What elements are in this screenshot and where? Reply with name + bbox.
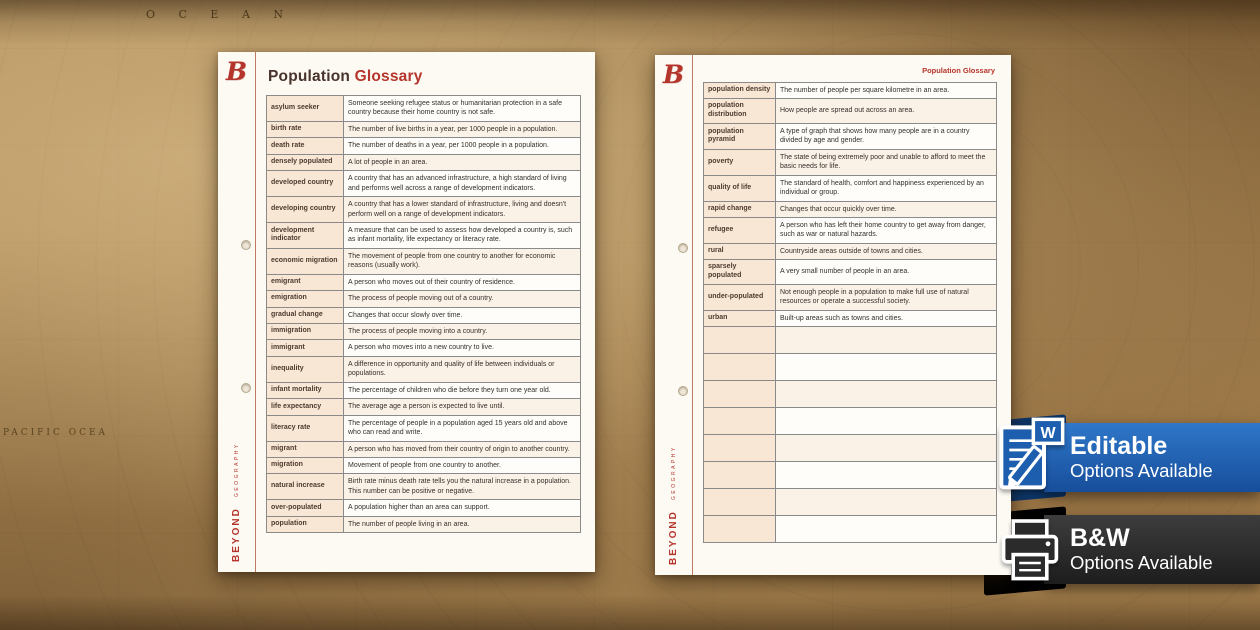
definition-cell: Movement of people from one country to another. (344, 457, 581, 473)
empty-term-cell (704, 489, 776, 516)
map-label-pacific-ocean: PACIFIC OCEA (3, 428, 109, 438)
page2-header-label: Population Glossary (922, 66, 995, 75)
glossary-row (267, 500, 581, 516)
title-accent: Glossary (354, 68, 423, 85)
term-cell: developing country (267, 197, 344, 223)
glossary-row (267, 399, 581, 415)
empty-term-cell (704, 516, 776, 543)
editable-badge-title: Editable (1070, 432, 1168, 461)
glossary-row (267, 248, 581, 274)
term-cell: developed country (267, 171, 344, 197)
definition-cell: How people are spread out across an area. (776, 99, 997, 124)
glossary-row (267, 356, 581, 382)
term-cell: rural (704, 243, 776, 259)
definition-cell: Built-up areas such as towns and cities. (776, 310, 997, 326)
term-cell: urban (704, 310, 776, 326)
glossary-row (704, 218, 997, 244)
glossary-row (267, 340, 581, 356)
empty-term-cell (704, 408, 776, 435)
term-cell: population distribution (704, 99, 776, 124)
term-cell: immigration (267, 324, 344, 340)
glossary-page-2 (655, 55, 1011, 575)
definition-cell: The movement of people from one country to another for economic reasons (usually work). (344, 248, 581, 274)
term-cell: migration (267, 457, 344, 473)
term-cell: emigration (267, 291, 344, 307)
glossary-page-1 (218, 52, 595, 572)
glossary-row (267, 382, 581, 398)
title-primary: Population (268, 68, 351, 85)
page1-content (256, 52, 595, 572)
definition-cell: The percentage of people in a population aged 15 years old and above who can read and write. (344, 415, 581, 441)
beyond-logo: B (225, 57, 248, 86)
definition-cell: Not enough people in a population to make full use of natural resources or operate a successful society. (776, 284, 997, 310)
empty-definition-cell (776, 462, 997, 489)
term-cell: natural increase (267, 474, 344, 500)
term-cell: refugee (704, 218, 776, 244)
brand-name: BEYOND (667, 510, 679, 565)
definition-cell: Birth rate minus death rate tells you the natural increase in a population. This number can be positive or negative. (344, 474, 581, 500)
glossary-row (267, 197, 581, 223)
beyond-logo: B (662, 60, 685, 89)
definition-cell: A population higher than an area can support. (344, 500, 581, 516)
glossary-row (704, 83, 997, 99)
glossary-row (267, 441, 581, 457)
definition-cell: A person who moves into a new country to live. (344, 340, 581, 356)
editable-options-badge[interactable] (1040, 423, 1260, 492)
empty-term-cell (704, 381, 776, 408)
definition-cell: A type of graph that shows how many people are in a country divided by age and gender. (776, 123, 997, 149)
glossary-row (267, 516, 581, 532)
glossary-table-page2 (703, 82, 997, 543)
empty-definition-cell (776, 381, 997, 408)
term-cell: population pyramid (704, 123, 776, 149)
definition-cell: A person who moves out of their country of residence. (344, 274, 581, 290)
definition-cell: The number of people living in an area. (344, 516, 581, 532)
glossary-row (704, 284, 997, 310)
glossary-row (267, 415, 581, 441)
page-title (268, 68, 581, 86)
term-cell: immigrant (267, 340, 344, 356)
definition-cell: The state of being extremely poor and unable to afford to meet the basic needs for life. (776, 149, 997, 175)
definition-cell: Changes that occur quickly over time. (776, 201, 997, 217)
hole-punch (678, 386, 688, 396)
glossary-row (267, 474, 581, 500)
glossary-row (267, 324, 581, 340)
empty-definition-cell (776, 435, 997, 462)
definition-cell: Changes that occur slowly over time. (344, 307, 581, 323)
editable-badge-subtitle: Options Available (1070, 459, 1213, 481)
term-cell: literacy rate (267, 415, 344, 441)
term-cell: poverty (704, 149, 776, 175)
term-cell: life expectancy (267, 399, 344, 415)
glossary-row (704, 201, 997, 217)
term-cell: infant mortality (267, 382, 344, 398)
glossary-empty-row (704, 408, 997, 435)
editable-document-icon (988, 416, 1068, 500)
term-cell: densely populated (267, 154, 344, 170)
brand-vertical-text (665, 445, 683, 565)
glossary-empty-row (704, 516, 997, 543)
term-cell: population density (704, 83, 776, 99)
glossary-empty-row (704, 354, 997, 381)
page2-content (693, 55, 1011, 575)
definition-cell: The percentage of children who die before they turn one year old. (344, 382, 581, 398)
term-cell: over-populated (267, 500, 344, 516)
glossary-row (704, 310, 997, 326)
term-cell: under-populated (704, 284, 776, 310)
empty-definition-cell (776, 408, 997, 435)
page2-margin-strip (655, 55, 693, 575)
definition-cell: Someone seeking refugee status or humanitarian protection in a safe country because their home country is not safe. (344, 96, 581, 122)
brand-name: BEYOND (230, 507, 242, 562)
page1-margin-strip (218, 52, 256, 572)
empty-definition-cell (776, 489, 997, 516)
glossary-row (267, 457, 581, 473)
empty-term-cell (704, 354, 776, 381)
brand-subname: GEOGRAPHY (670, 445, 677, 500)
definition-cell: The average age a person is expected to live until. (344, 399, 581, 415)
term-cell: asylum seeker (267, 96, 344, 122)
printer-icon (994, 513, 1066, 589)
definition-cell: The process of people moving out of a country. (344, 291, 581, 307)
definition-cell: The process of people moving into a country. (344, 324, 581, 340)
empty-definition-cell (776, 354, 997, 381)
glossary-row (267, 96, 581, 122)
glossary-empty-row (704, 435, 997, 462)
glossary-row (704, 243, 997, 259)
glossary-empty-row (704, 462, 997, 489)
word-doc-letter: W (1040, 425, 1056, 442)
empty-definition-cell (776, 327, 997, 354)
definition-cell: The number of deaths in a year, per 1000 people in a population. (344, 138, 581, 154)
glossary-row (267, 307, 581, 323)
glossary-empty-row (704, 381, 997, 408)
term-cell: birth rate (267, 121, 344, 137)
definition-cell: A country that has a lower standard of infrastructure, living and doesn't perform well on a range of development indicators. (344, 197, 581, 223)
definition-cell: A difference in opportunity and quality of life between individuals or populations. (344, 356, 581, 382)
term-cell: economic migration (267, 248, 344, 274)
term-cell: inequality (267, 356, 344, 382)
glossary-row (267, 291, 581, 307)
empty-term-cell (704, 462, 776, 489)
definition-cell: A person who has moved from their country of origin to another country. (344, 441, 581, 457)
term-cell: population (267, 516, 344, 532)
map-label-ocean: O C E A N (146, 8, 294, 21)
term-cell: gradual change (267, 307, 344, 323)
hole-punch (678, 243, 688, 253)
definition-cell: The standard of health, comfort and happiness experienced by an individual or group. (776, 175, 997, 201)
glossary-empty-row (704, 327, 997, 354)
term-cell: emigrant (267, 274, 344, 290)
term-cell: quality of life (704, 175, 776, 201)
brand-vertical-text (228, 442, 246, 562)
glossary-table-page1 (266, 95, 581, 533)
definition-cell: A lot of people in an area. (344, 154, 581, 170)
empty-definition-cell (776, 516, 997, 543)
term-cell: development indicator (267, 222, 344, 248)
term-cell: rapid change (704, 201, 776, 217)
glossary-row (704, 260, 997, 285)
glossary-row (267, 274, 581, 290)
bw-badge-subtitle: Options Available (1070, 551, 1213, 573)
hole-punch (241, 383, 251, 393)
term-cell: migrant (267, 441, 344, 457)
glossary-row (704, 175, 997, 201)
empty-term-cell (704, 327, 776, 354)
definition-cell: A very small number of people in an area. (776, 260, 997, 285)
glossary-row (267, 222, 581, 248)
glossary-row (704, 99, 997, 124)
term-cell: sparsely populated (704, 260, 776, 285)
definition-cell: The number of people per square kilometre in an area. (776, 83, 997, 99)
definition-cell: A country that has an advanced infrastructure, a high standard of living and performs well across a range of development indicators. (344, 171, 581, 197)
definition-cell: Countryside areas outside of towns and cities. (776, 243, 997, 259)
glossary-row (267, 154, 581, 170)
glossary-empty-row (704, 489, 997, 516)
bw-options-badge[interactable] (1044, 515, 1260, 584)
definition-cell: The number of live births in a year, per 1000 people in a population. (344, 121, 581, 137)
term-cell: death rate (267, 138, 344, 154)
bw-badge-title: B&W (1070, 524, 1130, 553)
glossary-row (704, 123, 997, 149)
empty-term-cell (704, 435, 776, 462)
glossary-row (267, 138, 581, 154)
hole-punch (241, 240, 251, 250)
glossary-row (267, 171, 581, 197)
glossary-row (704, 149, 997, 175)
definition-cell: A person who has left their home country to get away from danger, such as war or natural hazards. (776, 218, 997, 244)
brand-subname: GEOGRAPHY (233, 442, 240, 497)
glossary-row (267, 121, 581, 137)
definition-cell: A measure that can be used to assess how developed a country is, such as infant mortality, life expectancy or literacy rate. (344, 222, 581, 248)
